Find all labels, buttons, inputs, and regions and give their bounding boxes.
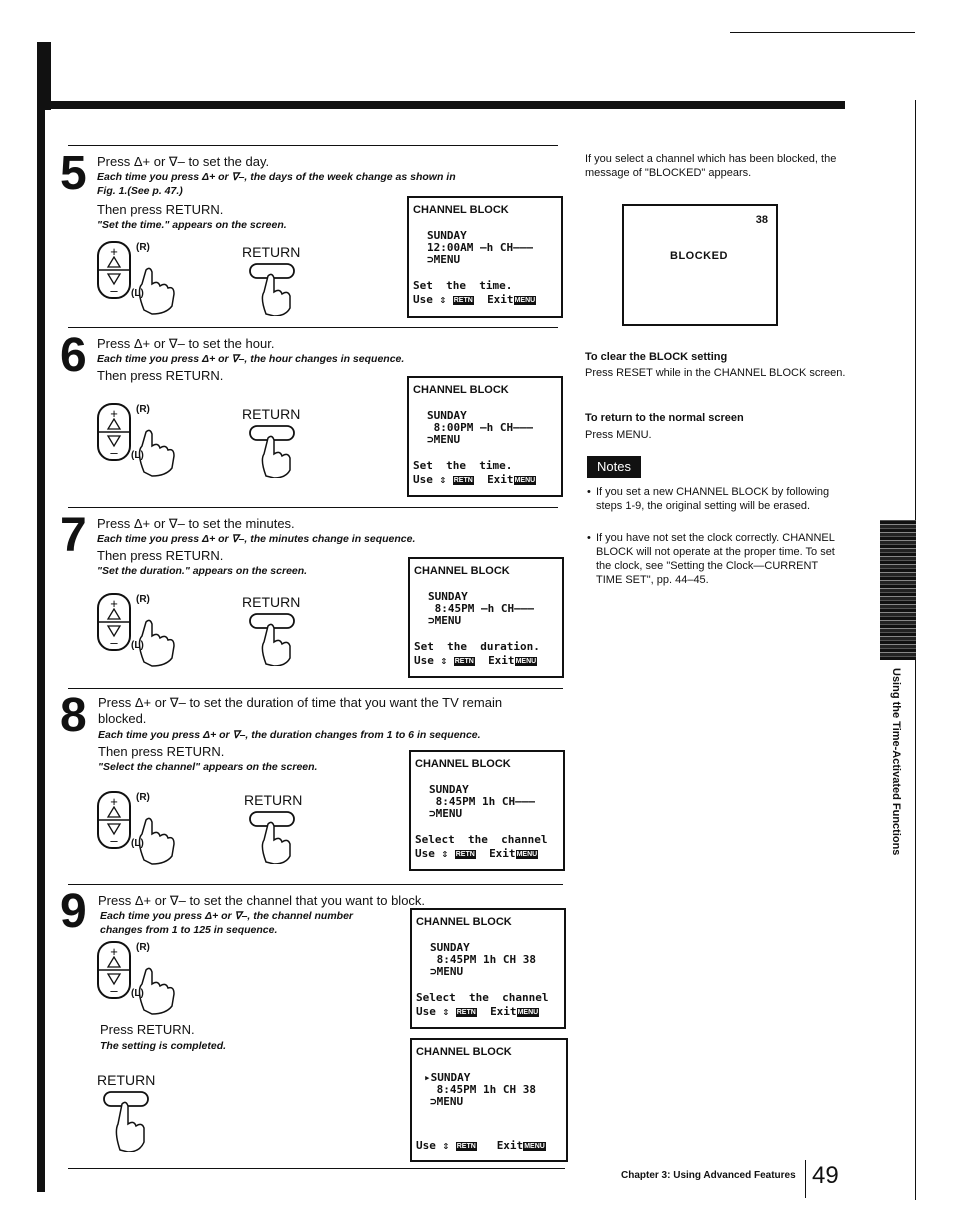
screen-line: 8:00PM –h CH–––: [427, 421, 533, 434]
exit-text: Exit: [487, 293, 514, 306]
return-button-icon: [246, 810, 302, 864]
footer-divider: [805, 1160, 806, 1198]
note-bullet-1: [587, 485, 847, 513]
step6-remote-graphic: [96, 402, 356, 477]
step5-top-rule: [68, 145, 558, 146]
screen-line: SUNDAY: [427, 409, 467, 422]
updown-buttons-icon: [96, 940, 206, 1015]
step6-then: Then press RETURN.: [97, 368, 224, 383]
screen-line: ⊃MENU: [428, 614, 462, 627]
svg-text:+: +: [110, 794, 118, 809]
svg-text:+: +: [110, 406, 118, 421]
step5-number: 5: [60, 147, 85, 200]
step9-return-label: RETURN: [97, 1072, 156, 1088]
clear-body: Press RESET while in the CHANNEL BLOCK screen.: [585, 367, 846, 379]
screen-line: SUNDAY: [428, 590, 468, 603]
right-hand-label: (R): [136, 404, 150, 415]
step9-remote-graphic: [96, 940, 216, 1015]
step7-screen: [408, 557, 564, 678]
exit-text: Exit: [488, 654, 515, 667]
note-bullet-2: [587, 531, 847, 587]
svg-text:+: +: [110, 596, 118, 611]
left-margin-bar: [37, 42, 45, 1192]
screen-line: ⊃MENU: [427, 253, 461, 266]
step8-number: 8: [60, 689, 85, 742]
top-right-thin-rule: [730, 32, 915, 33]
screen-line: 8:45PM 1h CH 38: [430, 953, 536, 966]
screen-line: 8:45PM –h CH–––: [428, 602, 534, 615]
screen-line: ⊃MENU: [430, 1095, 464, 1108]
updown-buttons-icon: [96, 240, 206, 315]
return-button-icon: [246, 262, 302, 316]
return-icon: RETN: [454, 657, 474, 665]
menu-icon: MENU: [524, 1142, 545, 1150]
screen-line: ⊃MENU: [427, 433, 461, 446]
left-hand-label: (L): [131, 640, 144, 651]
svg-text:–: –: [110, 635, 118, 650]
step5-appears: "Set the time." appears on the screen.: [97, 219, 287, 231]
step6-note-a: Each time you press Δ+ or ∇–, the hour changes in sequence.: [97, 353, 405, 365]
step7-top-rule: [68, 507, 558, 508]
step8-remote-graphic: [96, 790, 356, 865]
bullet-dot: •: [587, 532, 591, 544]
step7-number: 7: [60, 509, 85, 562]
return-button-icon: [246, 612, 302, 666]
return-icon: RETN: [453, 296, 473, 304]
step7-appears: "Set the duration." appears on the screen.: [97, 565, 308, 577]
step5-then: Then press RETURN.: [97, 202, 224, 217]
step6-screen: [407, 376, 563, 497]
step5-remote-graphic: [96, 240, 356, 315]
step8-then: Then press RETURN.: [98, 744, 225, 759]
step8-instruction: Press Δ+ or ∇– to set the duration of time that you want the TV remain: [98, 695, 503, 710]
step6-top-rule: [68, 327, 558, 328]
use-text: Use ⇕: [415, 847, 449, 860]
exit-text: Exit: [487, 473, 514, 486]
screen-line: SUNDAY: [430, 941, 470, 954]
bullet-text: If you have not set the clock correctly. CHANNEL BLOCK will not operate at the proper time. To set the clock, see "Setting the Clock—CURRENT TIME SET", pp. 44–45.: [596, 532, 835, 586]
menu-icon: MENU: [515, 657, 537, 665]
step8-top-rule: [68, 688, 563, 689]
exit-text: Exit: [496, 1139, 524, 1152]
screen-line: 12:00AM –h CH–––: [427, 241, 533, 254]
step5-screen: [407, 196, 563, 318]
step8-instruction-b: blocked.: [98, 711, 147, 726]
use-text: Use ⇕: [416, 1005, 450, 1018]
screen-line: ⊃MENU: [429, 807, 463, 820]
screen-line: ⊃MENU: [430, 965, 464, 978]
screen-use-line: [416, 1140, 546, 1152]
step9-screen: [410, 908, 566, 1029]
step5-note-b: Fig. 1.(See p. 47.): [97, 185, 183, 197]
screen-title: CHANNEL BLOCK: [413, 384, 509, 396]
screen-use-line: [415, 848, 538, 860]
screen-line: Set the time.: [413, 279, 513, 292]
left-hand-label: (L): [131, 838, 144, 849]
return-heading: To return to the normal screen: [585, 412, 744, 424]
use-text: Use ⇕: [414, 654, 448, 667]
top-thick-rule: [37, 101, 845, 109]
step9-top-rule: [68, 884, 563, 885]
exit-text: Exit: [490, 1005, 517, 1018]
exit-text: Exit: [489, 847, 516, 860]
screen-line: SUNDAY: [427, 229, 467, 242]
updown-buttons-icon: [96, 402, 206, 477]
side-tab-text: Using the Time-Activated Functions: [890, 668, 902, 856]
menu-icon: MENU: [514, 476, 536, 484]
return-button-icon: [246, 424, 302, 478]
screen-line: Set the duration.: [414, 640, 540, 653]
use-text: Use ⇕: [416, 1139, 450, 1152]
use-text: Use ⇕: [413, 293, 447, 306]
step7-instruction: Press Δ+ or ∇– to set the minutes.: [97, 516, 295, 531]
step9-number: 9: [60, 885, 85, 938]
step7-remote-graphic: [96, 592, 356, 667]
screen-title: CHANNEL BLOCK: [416, 1046, 512, 1058]
screen-title: CHANNEL BLOCK: [415, 758, 511, 770]
footer-chapter: Chapter 3: Using Advanced Features: [621, 1170, 796, 1181]
screen-use-line: [413, 474, 536, 486]
step8-note-a: Each time you press Δ+ or ∇–, the duration changes from 1 to 6 in sequence.: [98, 729, 481, 741]
return-label: RETURN: [242, 594, 301, 610]
clear-heading: To clear the BLOCK setting: [585, 351, 728, 363]
page-number: 49: [812, 1162, 839, 1189]
left-hand-label: (L): [131, 988, 144, 999]
step7-then: Then press RETURN.: [97, 548, 224, 563]
menu-icon: MENU: [514, 296, 536, 304]
svg-text:–: –: [110, 283, 118, 298]
step6-instruction: Press Δ+ or ∇– to set the hour.: [97, 336, 275, 351]
step9-note-a: Each time you press Δ+ or ∇–, the channel number: [100, 910, 354, 922]
screen-line: ▸SUNDAY: [424, 1071, 471, 1084]
blocked-channel-number: 38: [755, 214, 768, 226]
step9-instruction: Press Δ+ or ∇– to set the channel that you want to block.: [98, 893, 426, 908]
svg-text:–: –: [110, 983, 118, 998]
return-icon: RETN: [456, 1008, 476, 1016]
return-label: RETURN: [244, 792, 303, 808]
svg-text:+: +: [110, 944, 118, 959]
screen-line: 8:45PM 1h CH 38: [430, 1083, 536, 1096]
menu-icon: MENU: [517, 1008, 539, 1016]
step9-completed-screen: [410, 1038, 568, 1162]
screen-title: CHANNEL BLOCK: [416, 916, 512, 928]
screen-title: CHANNEL BLOCK: [413, 204, 509, 216]
svg-text:–: –: [110, 445, 118, 460]
use-text: Use ⇕: [413, 473, 447, 486]
step9-return-button-icon: [100, 1090, 156, 1152]
screen-line: Select the channel: [415, 833, 548, 846]
updown-buttons-icon: [96, 592, 206, 667]
bullet-dot: •: [587, 486, 591, 498]
screen-use-line: [413, 294, 536, 306]
step6-number: 6: [60, 329, 85, 382]
right-hand-label: (R): [136, 792, 150, 803]
screen-line: Set the time.: [413, 459, 513, 472]
return-icon: RETN: [456, 1142, 476, 1150]
screen-use-line: [416, 1006, 539, 1018]
step9-appears: The setting is completed.: [100, 1040, 227, 1052]
step8-screen: [409, 750, 565, 871]
left-hand-label: (L): [131, 288, 144, 299]
screen-line: SUNDAY: [429, 783, 469, 796]
step5-instruction: Press Δ+ or ∇– to set the day.: [97, 154, 270, 169]
return-icon: RETN: [455, 850, 475, 858]
return-label: RETURN: [242, 244, 301, 260]
blocked-screen: [622, 204, 778, 326]
menu-icon: MENU: [516, 850, 538, 858]
step7-note-a: Each time you press Δ+ or ∇–, the minutes change in sequence.: [97, 533, 416, 545]
step8-appears: "Select the channel" appears on the screen.: [98, 761, 318, 773]
screen-line: 8:45PM 1h CH–––: [429, 795, 535, 808]
screen-line: Select the channel: [416, 991, 549, 1004]
svg-text:+: +: [110, 244, 118, 259]
right-hand-label: (R): [136, 594, 150, 605]
right-hand-label: (R): [136, 242, 150, 253]
bottom-rule: [68, 1168, 565, 1169]
bullet-text: If you set a new CHANNEL BLOCK by following steps 1-9, the original setting will be erased.: [596, 486, 830, 512]
svg-text:–: –: [110, 833, 118, 848]
side-thumb-tab: [880, 520, 916, 660]
notes-label: Notes: [587, 456, 641, 478]
screen-use-line: [414, 655, 537, 667]
step9-then: Press RETURN.: [100, 1022, 195, 1037]
updown-buttons-icon: [96, 790, 206, 865]
return-icon: RETN: [453, 476, 473, 484]
blocked-message: BLOCKED: [670, 250, 728, 262]
left-hand-label: (L): [131, 450, 144, 461]
right-hand-label: (R): [136, 942, 150, 953]
blocked-intro: If you select a channel which has been blocked, the message of "BLOCKED" appears.: [585, 153, 837, 179]
left-black-block: [37, 42, 51, 110]
step9-note-b: changes from 1 to 125 in sequence.: [100, 924, 278, 936]
return-label: RETURN: [242, 406, 301, 422]
step5-note-a: Each time you press Δ+ or ∇–, the days of the week change as shown in: [97, 171, 456, 183]
return-body: Press MENU.: [585, 429, 652, 441]
screen-title: CHANNEL BLOCK: [414, 565, 510, 577]
